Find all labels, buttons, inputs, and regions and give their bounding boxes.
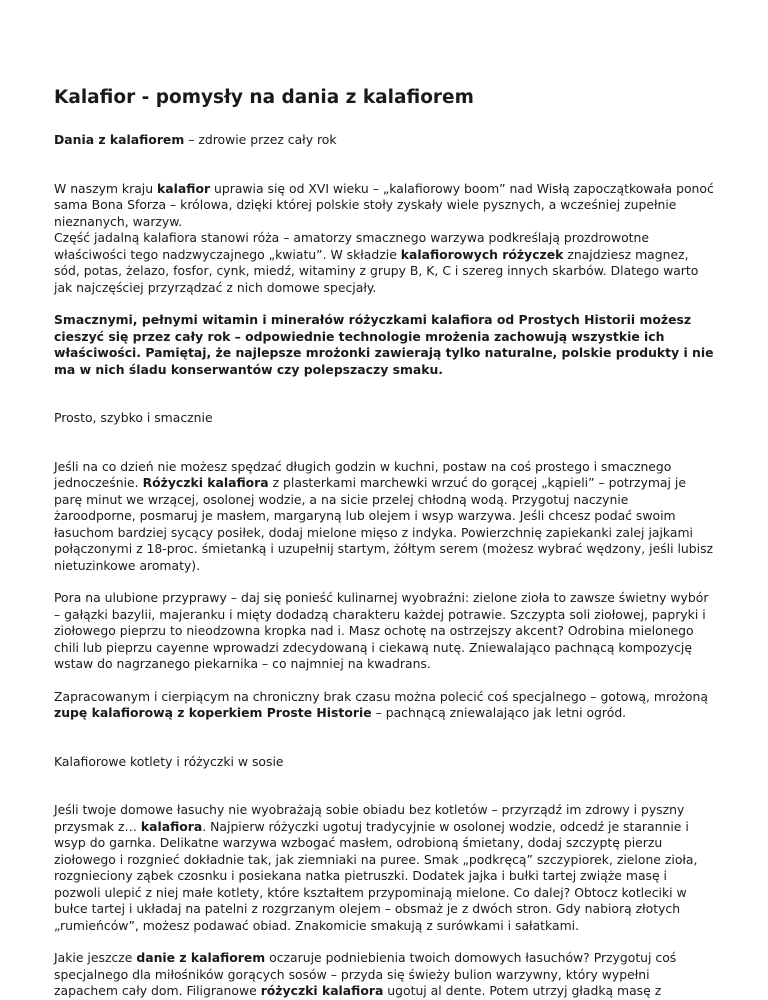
bold-span: kalafiorowych różyczek (400, 246, 564, 262)
bold-span: kalafior (157, 180, 211, 196)
bold-span: zupę kalafiorową z koperkiem Proste Historie (54, 705, 372, 720)
text-span: z plasterkami marchewki wrzuć do gorącej „kąpieli” – potrzymaj je parę minut we wrzącej, osolonej wodzie, a na sicie przelej chłodną wodą. Przygotuj naczynie żaroodporne, posmaruj je masłem, margaryną lub olejem i wsyp warzywa. Jeśli chcesz podać swoim łasuchom bardziej sycący posiłek, dodaj mielone mięso z indyka. Powierzchnię zapiekanki zalej jajkami połączonymi z 18-proc. śmietanką i uzupełnij startym, żółtym serem (możesz wybrać wędzony, jeśli lubisz nietuzinkowe aromaty). (54, 475, 714, 573)
bold-span: danie z kalafiorem (136, 950, 266, 965)
text-span: oczaruje podniebienia twoich domowych łasuchów? Przygotuj coś specjalnego dla miłośników gorących sosów – przyda się świeży bulion warzywny, który wypełni zapachem cały dom. Filigranowe (54, 950, 677, 998)
bold-span: Różyczki kalafiora (142, 475, 269, 490)
text-span: W naszym kraju (54, 180, 158, 196)
intro-paragraph-2 (54, 230, 714, 296)
text-span: uprawia się od XVI wieku – „kalafiorowy boom” nad Wisłą zapoczątkowała ponoć sama Bona Sforza – królowa, dzięki której polskie stoły zyskały wiele pysznych, a wcześniej zupełnie nieznanych, warzyw. (54, 180, 714, 229)
bold-span: różyczki kalafiora (260, 983, 384, 998)
bold-span: kalafiora (140, 818, 203, 834)
text-span: Zapracowanym i cierpiącym na chroniczny brak czasu można polecić coś specjalnego – gotową, mrożoną (54, 688, 708, 704)
text-span: Jakie jeszcze (54, 950, 137, 965)
section-1-paragraph-3 (54, 689, 714, 722)
subtitle-bold: Dania z kalafiorem (54, 132, 185, 147)
section-2-paragraph-1 (54, 802, 714, 934)
section-1-heading: Prosto, szybko i smacznie (54, 410, 213, 425)
highlight-text: Smacznymi, pełnymi witamin i minerałów różyczkami kalafiora od Prostych Historii możesz cieszyć się przez cały rok – odpowiednie technologie mrożenia zachowują wszystkie ich właściwości. Pamiętaj, że najlepsze mrożonki zawierają tylko naturalne, polskie produkty i nie ma w nich śladu konserwantów czy polepszaczy smaku. (54, 312, 714, 377)
text-span: Jeśli twoje domowe łasuchy nie wyobrażają sobie obiadu bez kotletów – przyrządź im zdrowy i pyszny przysmak z… (54, 802, 685, 834)
page-title: Kalafior - pomysły na dania z kalafiorem (54, 87, 474, 108)
text-span: znajdziesz magnez, sód, potas, żelazo, fosfor, cynk, miedź, witaminy z grupy B, K, C i szereg innych skarbów. Dlatego warto jak najczęściej przyrządzać z nich domowe specjały. (54, 246, 699, 295)
text-span: . Najpierw różyczki ugotuj tradycyjnie w osolonej wodzie, odcedź je starannie i wsyp do garnka. Delikatne warzywa wzbogać masłem, odrobioną śmietany, dodaj szczyptę pierzu ziołowego i rozgnieć dokładnie tak, jak ziemniaki na puree. Smak „podkręcą” szczypiorek, zielone zioła, rozgnieciony ząbek czosnku i posiekana natka pietruszki. Dodatek jajka i bułki tartej zwiąże masę i pozwoli ulepić z niej małe kotlety, które kształtem przypominają mielone. Co dalej? Obtocz kotleciki w bułce tartej i układaj na patelni z rozgrzanym olejem – obsmaż je z dwóch stron. Gdy nabiorą złotych „rumieńców”, możesz podawać obiad. Znakomicie smakują z surówkami i sałatkami. (54, 818, 698, 933)
highlight-paragraph (54, 312, 714, 378)
text-span: ugotuj al dente. Potem utrzyj gładką masę z (383, 983, 662, 998)
subtitle-rest: – zdrowie przez cały rok (184, 132, 337, 147)
text-span: – pachnącą zniewalająco jak letni ogród. (371, 705, 627, 720)
subtitle (54, 132, 714, 149)
section-2-paragraph-2 (54, 950, 714, 1000)
section-2-heading: Kalafiorowe kotlety i różyczki w sosie (54, 753, 284, 769)
section-1-paragraph-2: Pora na ulubione przyprawy – daj się ponieść kulinarnej wyobraźni: zielone zioła to zawsze świetny wybór – gałązki bazylii, majeranku i mięty dodadzą charakteru każdej potrawie. Szczypta soli ziołowej, papryki i ziołowego pieprzu to nieodzowna kropka nad i. Masz ochotę na ostrzejszy akcent? Odrobina mielonego chili lub pieprzu cayenne wprowadzi zdecydowaną i ciekawą nutę. Zniewalająco pachnącą kompozycję wstaw do nagrzanego piekarnika – co najmniej na kwadrans. (54, 590, 709, 671)
section-1-paragraph-1 (54, 459, 714, 575)
intro-paragraph-1 (54, 181, 714, 231)
text-span: Część jadalną kalafiora stanowi róża – amatorzy smacznego warzywa podkreślają prozdrowotne właściwości tego nadzwyczajnego „kwiatu”. W składzie (54, 230, 649, 262)
text-span: Jeśli na co dzień nie możesz spędzać długich godzin w kuchni, postaw na coś prostego i smacznego jednocześnie. (54, 458, 672, 490)
